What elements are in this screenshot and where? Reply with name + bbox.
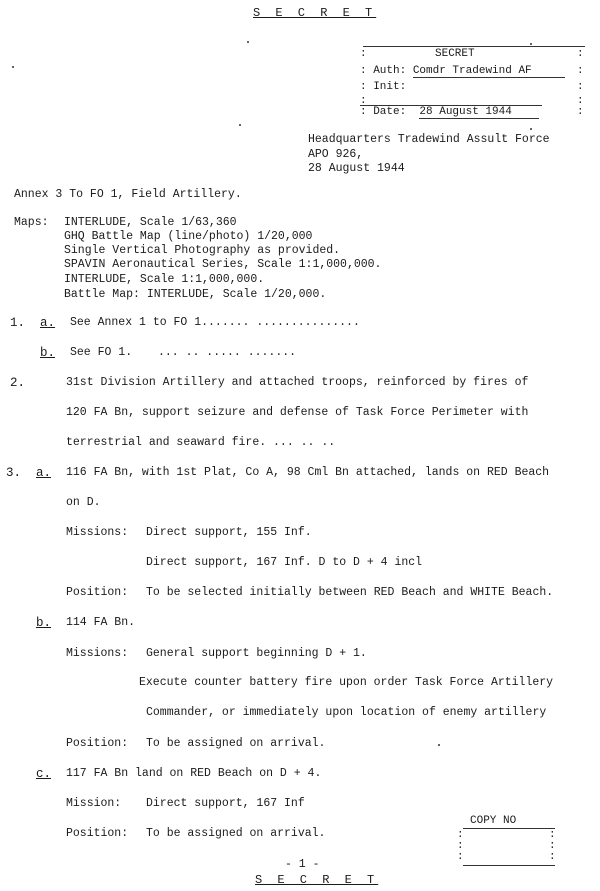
- map-item: Single Vertical Photography as provided.: [64, 244, 341, 257]
- para3b-mission: Commander, or immediately upon location of enemy artillery: [146, 706, 547, 719]
- issuer-apo: APO 926,: [308, 148, 364, 161]
- maps-label: Maps:: [14, 216, 49, 229]
- map-item: Battle Map: INTERLUDE, Scale 1/20,000.: [64, 288, 327, 301]
- para3c-position-label: Position:: [66, 827, 129, 840]
- para3c-label: c.: [36, 767, 52, 781]
- map-item: GHQ Battle Map (line/photo) 1/20,000: [64, 230, 313, 243]
- stamp-auth-value: Comdr Tradewind AF: [413, 65, 565, 78]
- para3b-label: b.: [36, 616, 52, 630]
- scan-speck: [438, 744, 440, 746]
- para2-line: 31st Division Artillery and attached troops, reinforced by fires of: [66, 376, 529, 389]
- stamp-auth-label: Auth:: [373, 65, 407, 77]
- footer-security-marking: S E C R E T: [255, 873, 379, 887]
- para1b-text: See FO 1.: [70, 346, 133, 359]
- para1-number: 1.: [10, 316, 26, 330]
- stamp-classification: SECRET: [435, 48, 475, 60]
- para1b-label: b.: [40, 346, 56, 360]
- para3a-line: 116 FA Bn, with 1st Plat, Co A, 98 Cml Bn attached, lands on RED Beach: [66, 466, 550, 479]
- issuer-headquarters: Headquarters Tradewind Assult Force: [308, 133, 550, 146]
- scan-speck: [247, 41, 249, 43]
- para3a-position: To be selected initially between RED Beach and WHITE Beach.: [146, 586, 554, 599]
- para1b-dots: ... .. ..... .......: [158, 346, 297, 359]
- stamp-date-label: Date:: [373, 106, 407, 118]
- para2-line: terrestrial and seaward fire. ... .. ..: [66, 436, 336, 449]
- copy-number-box: COPY NO : : : : : :: [455, 815, 555, 873]
- para3a-missions-label: Missions:: [66, 526, 129, 539]
- issuer-date: 28 August 1944: [308, 162, 405, 175]
- para2-line: 120 FA Bn, support seizure and defense of Task Force Perimeter with: [66, 406, 529, 419]
- scan-speck: [239, 124, 241, 126]
- map-item: SPAVIN Aeronautical Series, Scale 1:1,000,000.: [64, 258, 382, 271]
- para3b-position-label: Position:: [66, 737, 129, 750]
- para3c-position: To be assigned on arrival.: [146, 827, 326, 840]
- scan-speck: [12, 66, 14, 68]
- para3b-text: 114 FA Bn.: [66, 616, 136, 629]
- stamp-init-label: Init:: [373, 81, 407, 93]
- para3b-mission: Execute counter battery fire upon order Task Force Artillery: [139, 676, 554, 689]
- para3b-position: To be assigned on arrival.: [146, 737, 326, 750]
- para3b-missions-label: Missions:: [66, 647, 129, 660]
- para3a-position-label: Position:: [66, 586, 129, 599]
- para3b-mission: General support beginning D + 1.: [146, 647, 367, 660]
- para3c-mission: Direct support, 167 Inf: [146, 797, 305, 810]
- stamp-date-value: 28 August 1944: [419, 106, 539, 119]
- annex-title: Annex 3 To FO 1, Field Artillery.: [14, 188, 242, 201]
- scan-speck: [530, 43, 532, 45]
- para3a-mission: Direct support, 155 Inf.: [146, 526, 312, 539]
- para3c-text: 117 FA Bn land on RED Beach on D + 4.: [66, 767, 322, 780]
- para2-number: 2.: [10, 376, 26, 390]
- para3a-mission: Direct support, 167 Inf. D to D + 4 incl: [146, 556, 423, 569]
- map-item: INTERLUDE, Scale 1/63,360: [64, 216, 237, 229]
- para3a-label: a.: [36, 466, 52, 480]
- authentication-stamp: : SECRET : : Auth: Comdr Tradewind AF : : Init: : : : : Date: 28 August 1944 :: [360, 48, 584, 118]
- para1a-label: a.: [40, 316, 56, 330]
- para1a-text: See Annex 1 to FO 1....... ...............: [70, 316, 360, 329]
- para3c-mission-label: Mission:: [66, 797, 122, 810]
- header-security-marking: S E C R E T: [253, 6, 377, 20]
- para3a-line: on D.: [66, 496, 101, 509]
- para3-number: 3.: [6, 466, 22, 480]
- copy-number-label: COPY NO: [470, 815, 517, 827]
- page-number: - 1 -: [285, 858, 320, 871]
- scan-speck: [530, 128, 532, 130]
- map-item: INTERLUDE, Scale 1:1,000,000.: [64, 273, 265, 286]
